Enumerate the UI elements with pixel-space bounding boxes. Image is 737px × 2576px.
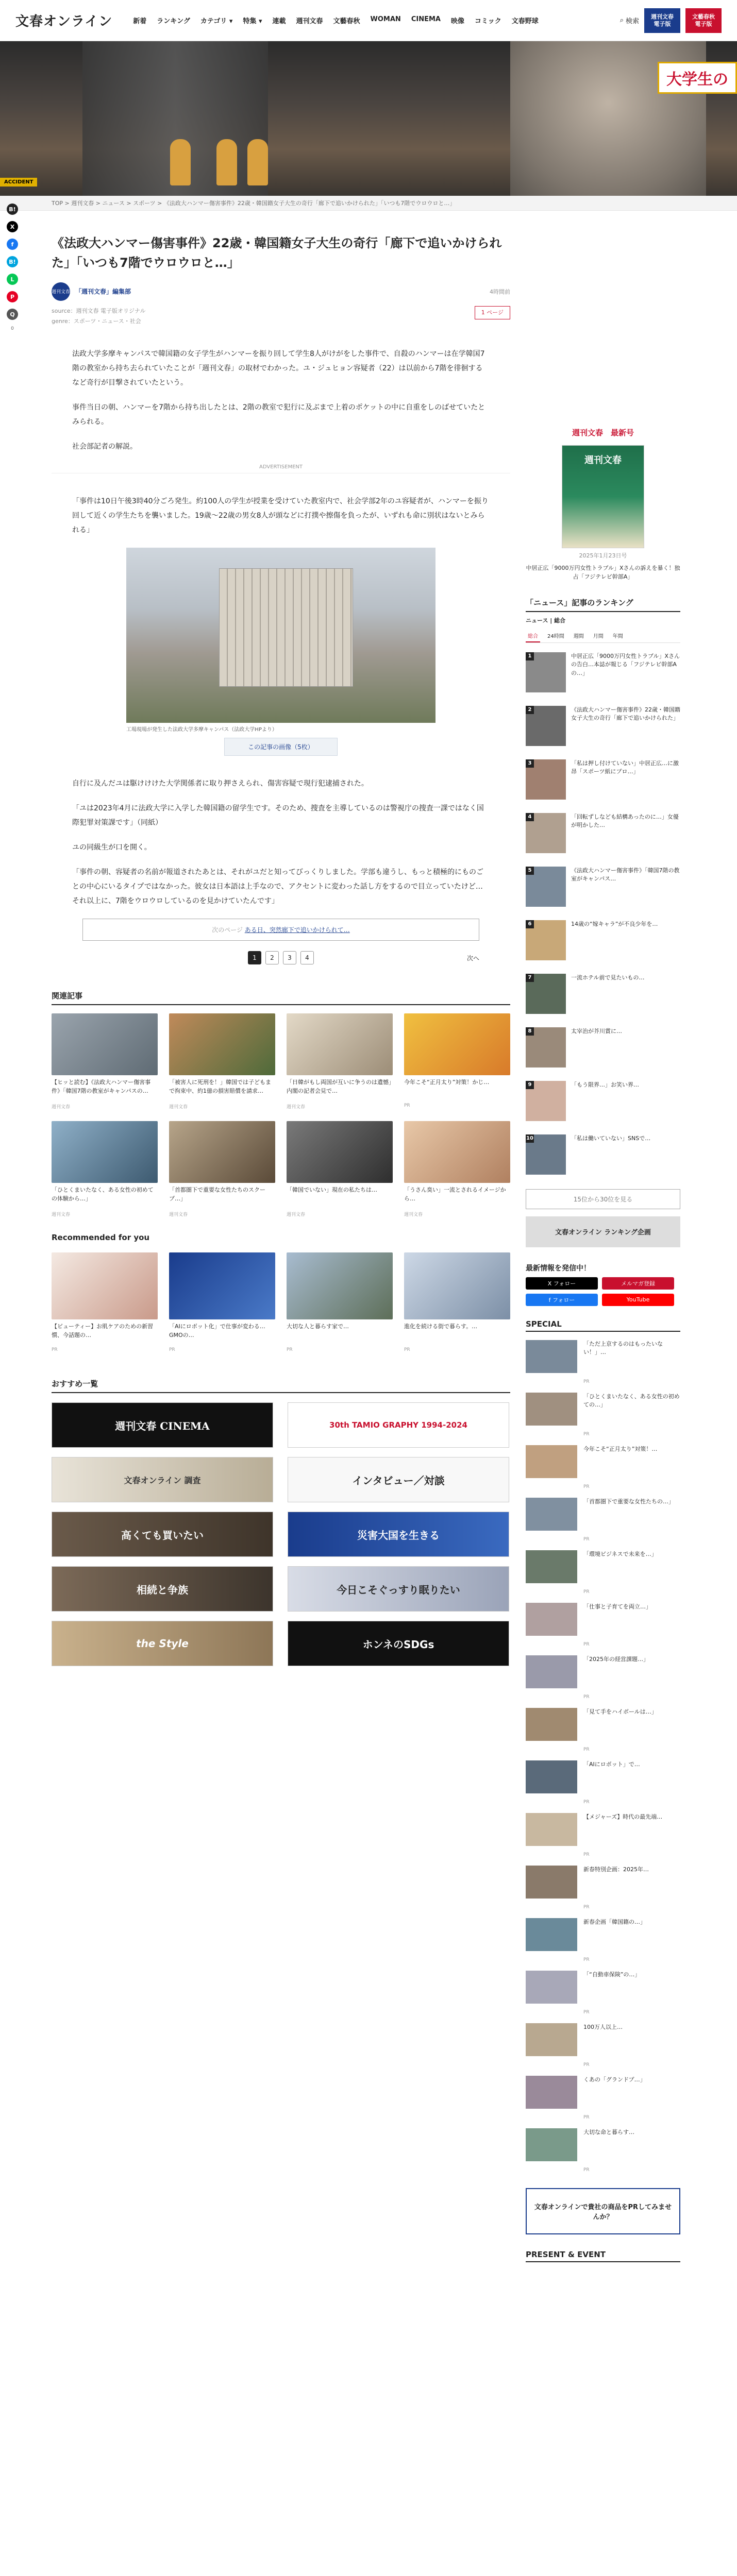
more-ranking-button[interactable]: 15位から30位を見る (526, 1189, 680, 1209)
ranking-item[interactable] (526, 706, 680, 750)
rank-number: 8 (526, 1027, 534, 1036)
paragraph: ユの同級生が口を開く。 (72, 843, 152, 852)
ranking-text: 「もう限界…」お笑い界… (571, 1081, 639, 1088)
latest-issue-title: 週刊文春 最新号 (572, 428, 634, 437)
special-text: 「“自動車保険”の…」 (583, 1971, 641, 1978)
ranking-item[interactable] (526, 1027, 680, 1072)
special-item[interactable] (526, 1550, 680, 1595)
ranking-item[interactable] (526, 759, 680, 804)
thumbnail (526, 1813, 577, 1846)
osusume-title: おすすめ一覧 (52, 1378, 510, 1393)
rank-number: 9 (526, 1081, 534, 1089)
related-card[interactable] (404, 1121, 510, 1217)
related-card[interactable] (169, 1121, 275, 1217)
ranking-item[interactable] (526, 1081, 680, 1125)
special-item[interactable] (526, 2023, 680, 2067)
card-title: 「首都圏下で重要な女性たちのスクープ…」 (169, 1187, 265, 1202)
special-source: PR (583, 1641, 590, 1647)
special-source: PR (583, 1694, 590, 1700)
rank-number: 3 (526, 759, 534, 768)
main-nav (133, 15, 619, 25)
thumbnail (526, 2128, 577, 2161)
card-title: 進化を続ける街で暮らす。… (404, 1323, 478, 1330)
share-rail (6, 204, 19, 331)
special-source: PR (583, 1957, 590, 1962)
rank-number: 10 (526, 1134, 534, 1143)
thumbnail (526, 1971, 577, 2004)
nav-item[interactable]: コミック (474, 18, 501, 25)
ranking-text: 《法政大ハンマー傷害事件》22歳・韓国籍女子大生の奇行「廊下で追いかけられた」 (571, 706, 680, 722)
special-source: PR (583, 1379, 590, 1384)
x-follow-button[interactable]: X フォロー (526, 1277, 598, 1290)
ranking-thumb (526, 759, 566, 800)
share-count: 0 (11, 326, 14, 331)
gallery-button[interactable]: この記事の画像（5枚） (224, 738, 338, 756)
banner[interactable]: 文春オンライン 調査 (52, 1457, 273, 1502)
site-logo[interactable]: 文春オンライン (15, 14, 113, 29)
nav-item[interactable]: 特集 ▾ (243, 18, 262, 25)
special-text: 新春企画「韓国籍の…」 (583, 1918, 646, 1925)
ebook-bungei-button[interactable]: 文藝春秋 電子版 (685, 8, 722, 33)
newsletter-button[interactable]: メルマガ登録 (602, 1277, 674, 1290)
tab-month[interactable]: 月間 (593, 633, 604, 639)
promo-banner[interactable]: 文春オンラインで貴社の商品をPRしてみませんか？ (526, 2188, 680, 2234)
special-item[interactable] (526, 1603, 680, 1647)
ranking-thumb (526, 974, 566, 1014)
special-item[interactable] (526, 1708, 680, 1752)
special-source: PR (583, 2062, 590, 2067)
ranking-item[interactable] (526, 974, 680, 1018)
article-body (52, 347, 510, 908)
paragraph: 「事件の朝、容疑者の名前が報道されたあとは、それがユだと知ってびっくりしました。学部も違うし、もっと積極的にものごとの中心にいるタイプではなかった。彼女は日本語は上手なので、アクセントに変わった話し方をするので目立っていたけど…それ以上に、7階をウロウロしているのを見かけていたんです」 (72, 868, 483, 906)
next-page-teaser (82, 919, 479, 941)
hero-figure (247, 139, 268, 185)
banner[interactable]: 相続と争族 (52, 1566, 273, 1612)
ranking-thumb (526, 1081, 566, 1121)
genre-text[interactable]: genre：スポーツ・ニュース・社会 (52, 317, 141, 325)
special-item[interactable] (526, 1340, 680, 1384)
card-source: 週刊文春 (52, 1105, 71, 1110)
article-meta (52, 306, 510, 327)
nav-item[interactable]: 新着 (133, 18, 147, 25)
special-source: PR (583, 1536, 590, 1542)
author-name[interactable]: 「週刊文春」編集部 (75, 288, 131, 296)
special-item[interactable] (526, 1971, 680, 2015)
search-icon: ⌕ (619, 16, 624, 24)
sns-row (526, 1294, 680, 1306)
rank-number: 6 (526, 920, 534, 928)
issue-date: 2025年1月23日号 (579, 552, 627, 559)
card-source: 週刊文春 (169, 1212, 188, 1218)
ranking-subtitle: ニュース | 総合 (526, 617, 566, 624)
source-text: source：週刊文春 電子版オリジナル (52, 307, 146, 314)
magazine-cover[interactable]: 週刊文春 (562, 445, 644, 548)
banner[interactable]: the Style (52, 1621, 273, 1666)
rank-number: 1 (526, 652, 534, 660)
hero-image (0, 41, 737, 196)
special-source: PR (583, 2167, 590, 2173)
thumbnail (287, 1252, 393, 1319)
article-photo[interactable] (126, 548, 435, 723)
recommended-grid (52, 1252, 510, 1352)
special-text: 「AIにロボット」で… (583, 1760, 640, 1768)
nav-item[interactable]: 連載 (272, 18, 286, 25)
next-page-link[interactable]: ある日、突然廊下で追いかけられて… (244, 926, 350, 934)
special-text: 新春特別企画：2025年… (583, 1866, 649, 1873)
ranking-text: 太宰治が芥川賞に… (571, 1027, 622, 1035)
banner[interactable]: 週刊文春 CINEMA (52, 1402, 273, 1448)
photo-building (219, 568, 353, 687)
facebook-share-icon[interactable]: f (7, 239, 18, 250)
card-source: PR (287, 1347, 293, 1353)
thumbnail (526, 1760, 577, 1793)
search-label: 検索 (625, 18, 639, 25)
ranking-text: 一流ホテル前で見たいもの… (571, 974, 645, 981)
card-title: 「AIにロボット化」で仕事が変わる…GMOの… (169, 1323, 265, 1338)
paragraph: 事件当日の朝、ハンマーを7階から持ち出したとは、2階の教室で犯行に及ぶまで上着のポケットの中に自重をしのばせていたとみられる。 (72, 403, 485, 427)
quote-share-icon[interactable]: Q (7, 309, 18, 320)
tab-total[interactable]: 総合 (526, 630, 540, 642)
thumbnail (526, 1498, 577, 1531)
avatar[interactable]: 週刊文春 (52, 282, 70, 301)
thumbnail (526, 1445, 577, 1478)
present-title: PRESENT & EVENT (526, 2250, 680, 2262)
thumbnail (169, 1252, 275, 1319)
pocket-share-icon[interactable]: P (7, 291, 18, 302)
nav-item[interactable]: WOMAN (370, 15, 401, 23)
ranking-item[interactable] (526, 1134, 680, 1179)
special-title: SPECIAL (526, 1319, 680, 1332)
issue-caption[interactable]: 中居正広「9000万円女性トラブル」Xさんの訴えを暴く！独占「フジテレビ幹部A」 (526, 564, 680, 581)
special-text: 「見て手をハイボールは…」 (583, 1708, 657, 1715)
recommended-card[interactable] (52, 1252, 158, 1352)
special-item[interactable] (526, 1498, 680, 1542)
special-item[interactable] (526, 2128, 680, 2173)
tab-week[interactable]: 週間 (573, 633, 584, 639)
special-item[interactable] (526, 1655, 680, 1700)
tab-year[interactable]: 年間 (612, 633, 623, 639)
special-item[interactable] (526, 1760, 680, 1805)
search-button[interactable] (620, 15, 639, 25)
sns-row (526, 1277, 680, 1290)
recommended-title: Recommended for you (52, 1233, 150, 1243)
thumbnail (287, 1121, 393, 1183)
banner[interactable]: 30th TAMIO GRAPHY 1994-2024 (288, 1402, 509, 1448)
banner-grid (52, 1402, 510, 1666)
thumbnail (404, 1252, 510, 1319)
card-source: 週刊文春 (287, 1212, 306, 1218)
thumbnail (169, 1013, 275, 1075)
ebook-weekly-button[interactable]: 週刊文春 電子版 (644, 8, 680, 33)
thumbnail (52, 1013, 158, 1075)
banner[interactable]: ホンネのSDGs (288, 1621, 509, 1666)
hero-caption: 大学生の (658, 62, 737, 94)
comment-icon[interactable]: B! (7, 204, 18, 215)
special-text: 「環境ビジネスで未来を…」 (583, 1550, 657, 1557)
special-source: PR (583, 1904, 590, 1910)
article-column (52, 211, 510, 1666)
card-source: 週刊文春 (404, 1212, 423, 1218)
paragraph: 「事件は10日午後3時40分ごろ発生。約100人の学生が授業を受けていた教室内で、社会学部2年のユ容疑者が、ハンマーを振り回して近くの学生たちを襲いました。19歳〜22歳の男女8人が頭などに打撲や擦傷を負ったが、いずれも命に別状はないとみられる」 (72, 497, 489, 535)
ranking-text: 「私は働いていない」SNSで… (571, 1134, 651, 1142)
special-item[interactable] (526, 1445, 680, 1489)
card-source: 週刊文春 (52, 1212, 71, 1218)
card-title: 「被害人に死刑を！」韓国では子どもまで拘束中、約1億の損害賠償を請求… (169, 1079, 271, 1094)
card-source: 週刊文春 (169, 1105, 188, 1110)
thumbnail (52, 1121, 158, 1183)
hero-figure (216, 139, 237, 185)
thumbnail (526, 1393, 577, 1426)
related-card[interactable] (169, 1013, 275, 1110)
ranking-text: 「私は押し付けていない」中居正広…に激昂「スポーツ紙にプロ…」 (571, 759, 679, 775)
paragraph: 社会部記者の解説。 (72, 443, 137, 451)
nav-item[interactable]: カテゴリ ▾ (200, 18, 233, 25)
card-title: 「うさん臭い」一流とされるイメージから… (404, 1187, 506, 1202)
special-text: 「首都圏下で重要な女性たちの…」 (583, 1498, 674, 1505)
facebook-follow-button[interactable]: f フォロー (526, 1294, 598, 1306)
special-text: 100万人以上… (583, 2023, 623, 2030)
special-text: 「ひとくまいたなく、ある女性の初めての…」 (583, 1393, 680, 1409)
latest-issue (526, 427, 680, 582)
thumbnail (52, 1252, 158, 1319)
photo-caption: 工場現場が発生した法政大学多摩キャンパス（法政大学HPより） (126, 727, 277, 733)
paragraph: 「ユは2023年4月に法政大学に入学した韓国籍の留学生です。そのため、捜査を主導しているのは警視庁の捜査一課ではなく国際犯罪対策課です」（同紙） (72, 804, 484, 827)
banner[interactable]: 災害大国を生きる (288, 1512, 509, 1557)
special-item[interactable] (526, 1866, 680, 1910)
special-text: 「ただ上京するのはもったいない！」… (583, 1340, 663, 1356)
thumbnail (526, 2076, 577, 2109)
nav-item[interactable]: 文藝春秋 (333, 18, 360, 25)
page-2[interactable]: 2 (265, 951, 279, 964)
ranking-thumb (526, 652, 566, 692)
ranking-tabs (526, 630, 680, 643)
ranking-text: 14歳の“嫁キャラ”が不良少年を… (571, 920, 658, 927)
recommended-card[interactable] (287, 1252, 393, 1352)
thumbnail (526, 1340, 577, 1373)
author-row (52, 282, 510, 301)
pagination (52, 951, 510, 964)
special-item[interactable] (526, 1393, 680, 1437)
special-text: 「2025年の経営課題…」 (583, 1655, 649, 1663)
thumbnail (526, 1603, 577, 1636)
special-text: 大切な命と暮らす… (583, 2128, 634, 2136)
page-4[interactable]: 4 (300, 951, 314, 964)
special-source: PR (583, 1799, 590, 1805)
thumbnail (287, 1013, 393, 1075)
rank-number: 5 (526, 867, 534, 875)
ranking-item[interactable] (526, 867, 680, 911)
ranking-banner[interactable]: 文春オンライン ランキング企画 (526, 1216, 680, 1247)
article-title: 《法政大ハンマー傷害事件》22歳・韓国籍女子大生の奇行「廊下で追いかけられた」「いつも7階でウロウロと…」 (52, 236, 502, 270)
nav-item[interactable]: 映像 (450, 18, 464, 25)
ranking-text: 中居正広「9000万円女性トラブル」Xさんの告白…本誌が報じる「フジテレビ幹部Aの…」 (571, 652, 680, 676)
special-source: PR (583, 2114, 590, 2120)
special-item[interactable] (526, 2076, 680, 2120)
ranking-item[interactable] (526, 920, 680, 964)
related-grid (52, 1013, 510, 1217)
ranking-title: 「ニュース」記事のランキング (526, 597, 680, 612)
special-source: PR (583, 1431, 590, 1437)
banner[interactable]: 高くても買いたい (52, 1512, 273, 1557)
thumbnail (526, 1550, 577, 1583)
related-card[interactable] (52, 1121, 158, 1217)
page-3[interactable]: 3 (283, 951, 296, 964)
rank-number: 7 (526, 974, 534, 982)
ranking-item[interactable] (526, 652, 680, 697)
ranking-text: 《法政大ハンマー傷害事件》「韓国7階の教室がキャンパス… (571, 867, 680, 883)
ranking-thumb (526, 706, 566, 746)
ad-label: ADVERTISEMENT (52, 464, 510, 473)
thumbnail (526, 1708, 577, 1741)
nav-item[interactable]: CINEMA (411, 15, 441, 23)
rank-number: 4 (526, 813, 534, 821)
breadcrumb[interactable]: TOP > 週刊文春 > ニュース > スポーツ > 《法政大ハンマー傷害事件》22歳・韓国籍女子大生の奇行「廊下で追いかけられた」「いつも7階でウロウロと…」 (0, 196, 737, 211)
card-title: 今年こそ“正月太り”対策！かじ… (404, 1079, 490, 1086)
special-text: 今年こそ“正月太り”対策！… (583, 1445, 658, 1452)
youtube-button[interactable]: YouTube (602, 1294, 674, 1306)
card-source: PR (169, 1347, 175, 1353)
special-text: くあの「グランドプ…」 (583, 2076, 646, 2083)
x-share-icon[interactable]: X (7, 221, 18, 232)
next-prefix: 次のページ (212, 926, 243, 934)
thumbnail (404, 1013, 510, 1075)
rank-number: 2 (526, 706, 534, 714)
sidebar (526, 211, 680, 2262)
nav-item[interactable]: 文春野球 (511, 18, 539, 25)
next-button[interactable]: 次へ (466, 954, 479, 962)
thumbnail (526, 1866, 577, 1899)
card-source: 週刊文春 (287, 1105, 306, 1110)
publish-date: 4時間前 (490, 288, 510, 295)
card-title: 「日韓がもし両国が互いに争うのは遺憾」内閣の記者会見で… (287, 1079, 392, 1094)
hero-tag: ACCIDENT (0, 178, 37, 187)
card-title: 【ビューティー】お肌ケアのための新習慣、今話題の… (52, 1323, 154, 1338)
special-item[interactable] (526, 1918, 680, 1962)
special-item[interactable] (526, 1813, 680, 1857)
thumbnail (404, 1121, 510, 1183)
card-source: PR (404, 1347, 410, 1353)
banner[interactable]: 今日こそぐっすり眠りたい (288, 1566, 509, 1612)
special-source: PR (583, 1747, 590, 1752)
ranking-thumb (526, 867, 566, 907)
special-source: PR (583, 1484, 590, 1489)
site-header (0, 0, 737, 41)
card-title: 「韓国でいない」現在の私たちは… (287, 1187, 377, 1194)
card-title: 【ヒッと読む】《法政大ハンマー傷害事件》「韓国7階の教室がキャンパスの… (52, 1079, 151, 1094)
special-text: 【メジャーズ】時代の最先端… (583, 1813, 663, 1820)
card-title: 「ひとくまいたなく、ある女性の初めての体験から…」 (52, 1187, 154, 1202)
card-source: PR (404, 1103, 410, 1109)
special-source: PR (583, 2009, 590, 2015)
card-title: 大切な人と暮らす家で… (287, 1323, 349, 1330)
hatena-share-icon[interactable]: B! (7, 256, 18, 267)
special-source: PR (583, 1589, 590, 1595)
ranking-item[interactable] (526, 813, 680, 857)
ranking-thumb (526, 1027, 566, 1067)
related-card[interactable] (287, 1121, 393, 1217)
ranking-thumb (526, 1134, 566, 1175)
nav-item[interactable]: ランキング (157, 18, 190, 25)
card-source: PR (52, 1347, 58, 1353)
sns-title: 最新情報を発信中！ (526, 1264, 591, 1273)
thumbnail (526, 1918, 577, 1951)
recommended-card[interactable] (169, 1252, 275, 1352)
paragraph: 自行に及んだユは駆けけけた大学関係者に取り押さえられ、傷害容疑で現行犯逮捕された。 (72, 779, 368, 788)
ranking-text: 「回転ずしなども結構あったのに…」女優が明かした… (571, 813, 679, 829)
related-card[interactable] (287, 1013, 393, 1110)
banner[interactable]: インタビュー／対談 (288, 1457, 509, 1502)
ranking-thumb (526, 920, 566, 960)
related-card[interactable] (52, 1013, 158, 1110)
special-list (526, 1340, 680, 2173)
page-badge: 1 ページ (475, 306, 510, 319)
special-source: PR (583, 1852, 590, 1857)
ranking-thumb (526, 813, 566, 853)
thumbnail (526, 1655, 577, 1688)
page-1[interactable]: 1 (248, 951, 261, 964)
related-card[interactable] (404, 1013, 510, 1110)
nav-item[interactable]: 週刊文春 (296, 18, 323, 25)
header-actions (620, 8, 722, 33)
tab-24h[interactable]: 24時間 (547, 633, 564, 639)
paragraph: 法政大学多摩キャンパスで韓国籍の女子学生がハンマーを振り回して学生8人がけがをした事件で、自殺のハンマーは在学韓国7階の教室から持ち去られていたことが「週刊文春」の取材でわかった。ユ・ジュヒョン容疑者（22）は以前から7階を徘徊するなど奇行が目撃されていたという。 (72, 350, 485, 387)
hero-figure (170, 139, 191, 185)
related-title: 関連記事 (52, 990, 510, 1005)
ranking-section (526, 597, 680, 1247)
thumbnail (526, 2023, 577, 2056)
thumbnail (169, 1121, 275, 1183)
line-share-icon[interactable]: L (7, 274, 18, 285)
special-text: 「仕事と子育てを両立…」 (583, 1603, 651, 1610)
recommended-card[interactable] (404, 1252, 510, 1352)
